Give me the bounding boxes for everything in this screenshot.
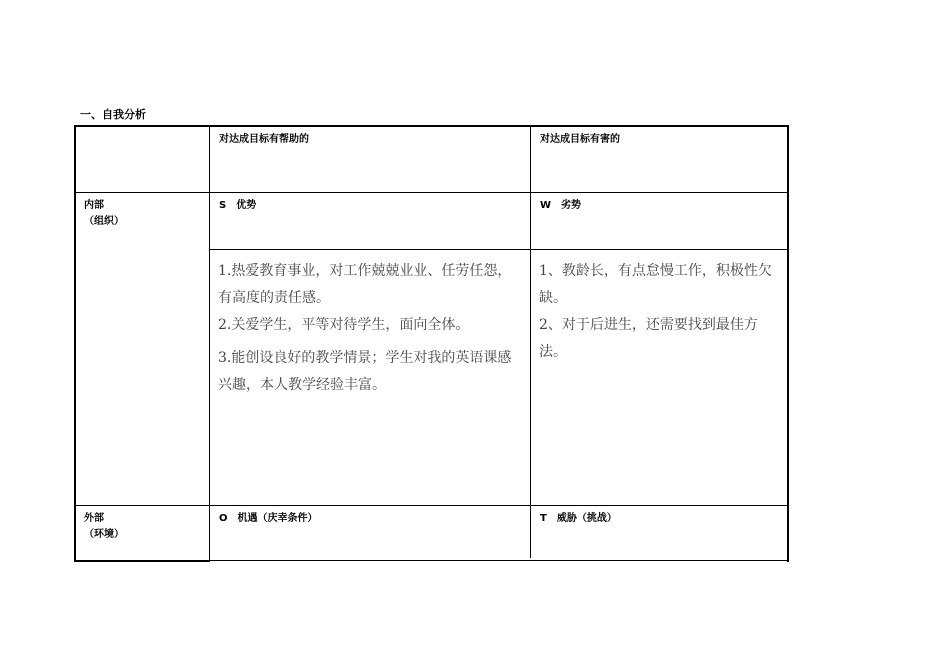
internal-label: 内部 （组织） <box>84 200 124 227</box>
weakness-item: 1、教龄长，有点怠慢工作，积极性欠缺。 <box>539 263 772 306</box>
row-divider-header <box>75 192 788 193</box>
row-divider-sw-title <box>210 249 788 250</box>
table-border-left <box>74 125 76 562</box>
strengths-content <box>218 258 524 399</box>
table-border-top <box>74 125 789 127</box>
header-helpful: 对达成目标有帮助的 <box>219 134 309 145</box>
threats-title: T 威胁（挑战） <box>540 513 617 524</box>
weaknesses-content <box>539 258 783 366</box>
header-harmful: 对达成目标有害的 <box>540 134 620 145</box>
table-border-bottom-right <box>210 560 789 561</box>
strength-item: 1.热爱教育事业，对工作兢兢业业、任劳任怨，有高度的责任感。 <box>218 263 512 306</box>
row-divider-external <box>75 505 788 506</box>
external-label: 外部 （环境） <box>84 513 124 540</box>
strengths-title: S 优势 <box>219 200 257 211</box>
weaknesses-title: W 劣势 <box>540 200 582 211</box>
column-divider-2 <box>530 126 531 558</box>
section-heading: 一、自我分析 <box>80 108 146 121</box>
table-border-bottom-left <box>74 560 210 562</box>
table-border-right <box>787 125 789 562</box>
strength-item: 2.关爱学生，平等对待学生，面向全体。 <box>218 317 470 333</box>
weakness-item: 2、对于后进生，还需要找到最佳方法。 <box>539 317 758 360</box>
strength-item: 3.能创设良好的教学情景；学生对我的英语课感兴趣，本人教学经验丰富。 <box>218 350 512 393</box>
opportunities-title: O 机遇（庆幸条件） <box>219 513 318 524</box>
